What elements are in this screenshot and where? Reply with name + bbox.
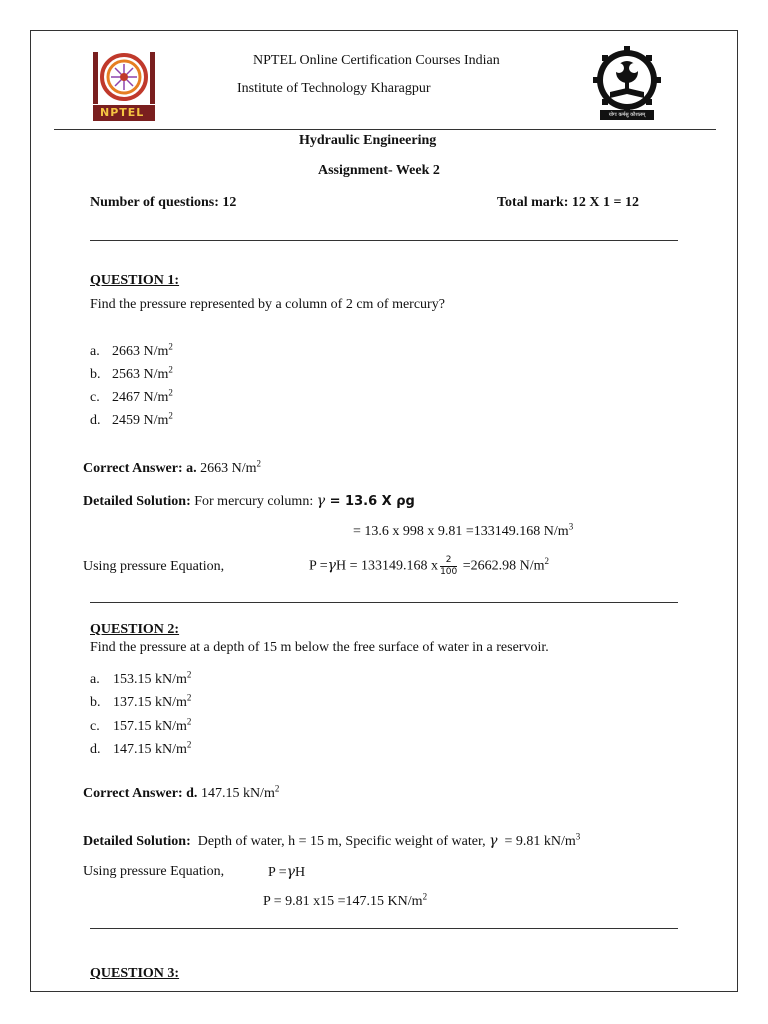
question-1-option-b [90,364,173,383]
solution-text: Depth of water, h = 15 m, Specific weight of water, [190,834,490,849]
option-sup: 2 [168,341,173,352]
equation-right: H [295,865,306,880]
option-label: c. [90,719,100,734]
question-2-correct-answer [83,783,280,802]
gamma-symbol: γ [316,493,326,509]
question-1-equation-label: Using pressure Equation, [83,559,225,574]
answer-label: Correct Answer: d. [83,786,198,801]
answer-label: Correct Answer: a. [83,461,197,476]
equation-result: =2662.98 N/m [459,558,545,574]
option-value: 157.15 kN/m [113,719,187,734]
solution-text: For mercury column: [190,494,317,509]
option-sup: 2 [186,692,192,703]
question-1-option-d [90,410,173,429]
total-mark: Total mark: 12 X 1 = 12 [497,195,640,210]
gamma-symbol: γ [489,833,498,849]
answer-value: 147.15 kN/m [197,786,275,801]
solution-sup: 3 [575,831,581,842]
option-value: 2459 N/m [112,413,169,428]
answer-sup: 2 [274,783,280,794]
section-divider-3 [90,928,678,929]
question-1-text: Find the pressure represented by a column of 2 cm of mercury? [90,297,445,312]
option-label: d. [90,413,101,428]
fraction-denominator: 100 [440,567,458,577]
question-2-option-c [90,716,192,735]
question-2-option-d [90,739,192,758]
option-label: a. [90,344,100,359]
assignment-title: Assignment- Week 2 [318,163,440,178]
option-label: c. [90,390,100,405]
gamma-symbol: γ [286,864,296,880]
question-2-option-a [90,669,192,688]
gamma-symbol: γ [327,557,337,574]
number-of-questions-label: Number of questions [90,195,215,210]
question-2-result [263,891,428,910]
question-1-heading: QUESTION 1: [90,273,180,288]
option-value: 2467 N/m [112,390,169,405]
number-of-questions-value: : 12 [214,195,237,210]
result-text: P = 9.81 x15 =147.15 KN/m [263,894,423,909]
option-label: d. [90,742,101,757]
option-value: 153.15 kN/m [113,672,187,687]
nptel-logo-text: NPTEL [100,106,145,119]
course-title: Hydraulic Engineering [299,133,437,148]
question-2-text: Find the pressure at a depth of 15 m below the free surface of water in a reservoir. [90,640,549,655]
solution-line-2-sup: 3 [568,521,574,532]
question-1-correct-answer [83,458,262,477]
header-divider [54,129,716,130]
option-label: b. [90,367,101,382]
question-1-detailed-solution [83,493,415,510]
question-2-equation-label: Using pressure Equation, [83,864,225,879]
solution-line-2-text: = 13.6 x 998 x 9.81 =133149.168 N/m [353,524,569,539]
solution-label: Detailed Solution: [83,494,191,509]
iit-kharagpur-logo [588,44,666,122]
section-divider-1 [90,240,678,241]
option-value: 147.15 kN/m [113,742,187,757]
solution-label: Detailed Solution: [83,834,191,849]
option-label: b. [90,695,101,710]
solution-tail: = 9.81 kN/m [497,834,576,849]
option-sup: 2 [186,739,192,750]
question-2-option-b [90,692,192,711]
option-value: 2563 N/m [112,367,169,382]
question-2-heading: QUESTION 2: [90,622,180,637]
solution-formula: = 13.6 X ρg [325,494,415,509]
iit-logo-motto: योगः कर्मसु कौशलम् [608,112,646,118]
section-divider-2 [90,602,678,603]
equation-fraction [440,555,457,578]
nptel-logo [90,50,158,122]
option-label: a. [90,672,100,687]
question-2-detailed-solution [83,833,580,850]
equation-left: P = [309,558,328,574]
question-1-option-a [90,341,173,360]
equation-sup: 2 [544,556,550,567]
option-sup: 2 [186,716,192,727]
option-value: 2663 N/m [112,344,169,359]
question-2-equation [268,864,305,881]
result-sup: 2 [422,891,428,902]
answer-sup: 2 [256,458,262,469]
option-sup: 2 [186,669,192,680]
equation-mid: H = 133149.168 x [336,558,439,574]
number-of-questions [90,195,236,211]
fraction-numerator: 2 [440,555,457,567]
option-sup: 2 [168,364,173,375]
question-1-option-c [90,387,173,406]
answer-value: 2663 N/m [196,461,257,476]
question-1-equation [309,555,549,578]
equation-left: P = [268,865,287,880]
question-3-heading: QUESTION 3: [90,966,180,981]
option-sup: 2 [168,410,173,421]
org-line-1: NPTEL Online Certification Courses Indian [253,53,500,68]
option-value: 137.15 kN/m [113,695,187,710]
option-sup: 2 [168,387,173,398]
org-line-2: Institute of Technology Kharagpur [237,81,431,96]
question-1-solution-line-2 [353,521,574,540]
